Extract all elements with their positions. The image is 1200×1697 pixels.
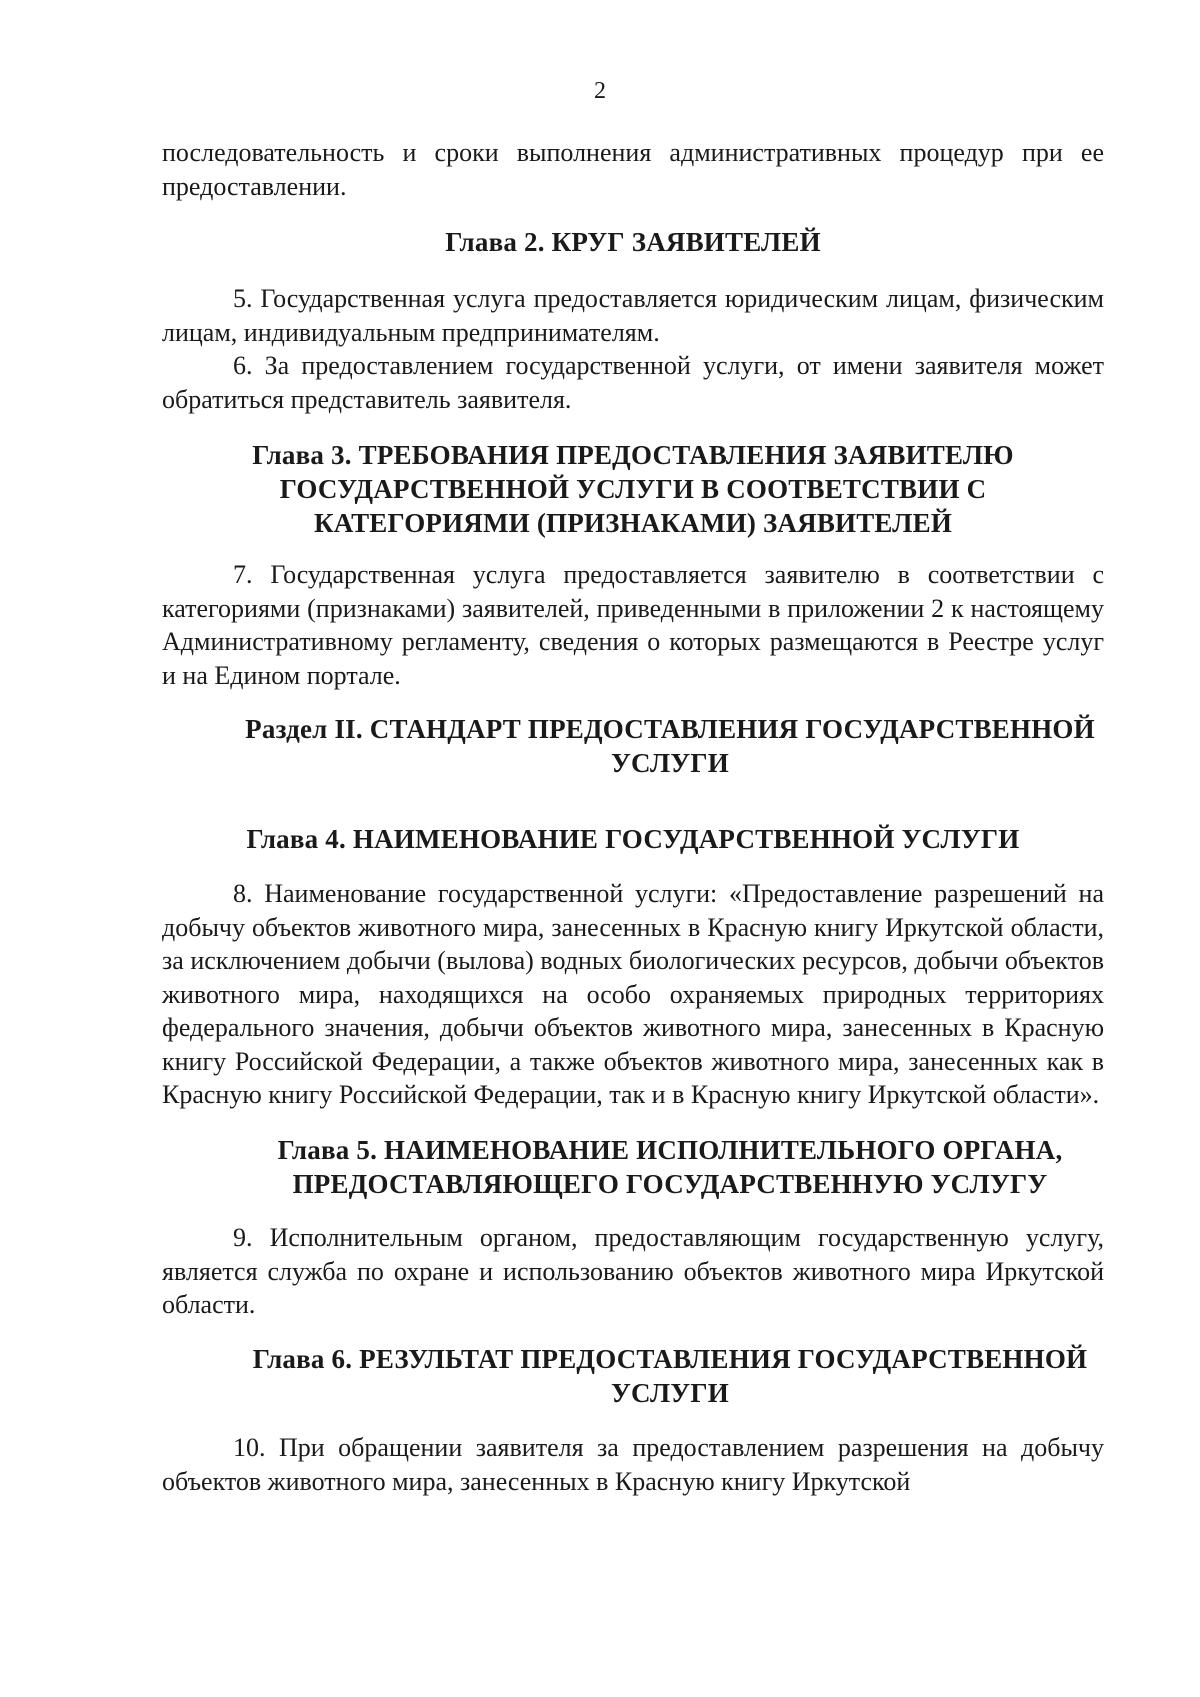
paragraph-9: 9. Исполнительным органом, предоставляющим государственную услугу, является служба по охране и использованию объектов животного мира Иркутской области. <box>162 1223 1104 1319</box>
section-2-heading: Раздел II. СТАНДАРТ ПРЕДОСТАВЛЕНИЯ ГОСУДАРСТВЕННОЙ УСЛУГИ <box>245 714 1095 778</box>
chapter-5-heading: Глава 5. НАИМЕНОВАНИЕ ИСПОЛНИТЕЛЬНОГО ОРГАНА, ПРЕДОСТАВЛЯЮЩЕГО ГОСУДАРСТВЕННУЮ УСЛУГУ <box>277 1135 1063 1199</box>
paragraph-7: 7. Государственная услуга предоставляется заявителю в соответствии с категориями (признаками) заявителей, приведенными в приложении 2 к настоящему Административному регламенту, сведения о которых размещаются в Реестре услуг и на Едином портале. <box>162 560 1104 690</box>
chapter-6-heading: Глава 6. РЕЗУЛЬТАТ ПРЕДОСТАВЛЕНИЯ ГОСУДАРСТВЕННОЙ УСЛУГИ <box>252 1344 1088 1408</box>
chapter-2-heading: Глава 2. КРУГ ЗАЯВИТЕЛЕЙ <box>445 227 821 257</box>
paragraph-8: 8. Наименование государственной услуги: «Предоставление разрешений на добычу объектов животного мира, занесенных в Красную книгу Иркутской области, за исключением добычи (вылова) водных биологических ресурсов, добычи объектов животного мира, находящихся на особо охраняемых природных территориях федерального значения, добычи объектов животного мира, занесенных в Красную книгу Российской Федерации, а также объектов животного мира, занесенных как в Красную книгу Российской Федерации, так и в Красную книгу Иркутской области». <box>162 879 1104 1109</box>
paragraph-5: 5. Государственная услуга предоставляется юридическим лицам, физическим лицам, индивидуальным предпринимателям. <box>162 284 1104 347</box>
paragraph-10: 10. При обращении заявителя за предоставлением разрешения на добычу объектов животного мира, занесенных в Красную книгу Иркутской <box>162 1433 1104 1496</box>
paragraph-6: 6. За предоставлением государственной услуги, от имени заявителя может обратиться представитель заявителя. <box>162 351 1104 414</box>
chapter-4-heading: Глава 4. НАИМЕНОВАНИЕ ГОСУДАРСТВЕННОЙ УСЛУГИ <box>246 824 1020 854</box>
continuation-paragraph: последовательность и сроки выполнения административных процедур при ее предоставлении. <box>162 138 1104 201</box>
page-number: 2 <box>594 78 606 104</box>
chapter-3-heading: Глава 3. ТРЕБОВАНИЯ ПРЕДОСТАВЛЕНИЯ ЗАЯВИТЕЛЮ ГОСУДАРСТВЕННОЙ УСЛУГИ В СООТВЕТСТВИИ С КАТЕГОРИЯМИ (ПРИЗНАКАМИ) ЗАЯВИТЕЛЕЙ <box>252 440 1014 538</box>
